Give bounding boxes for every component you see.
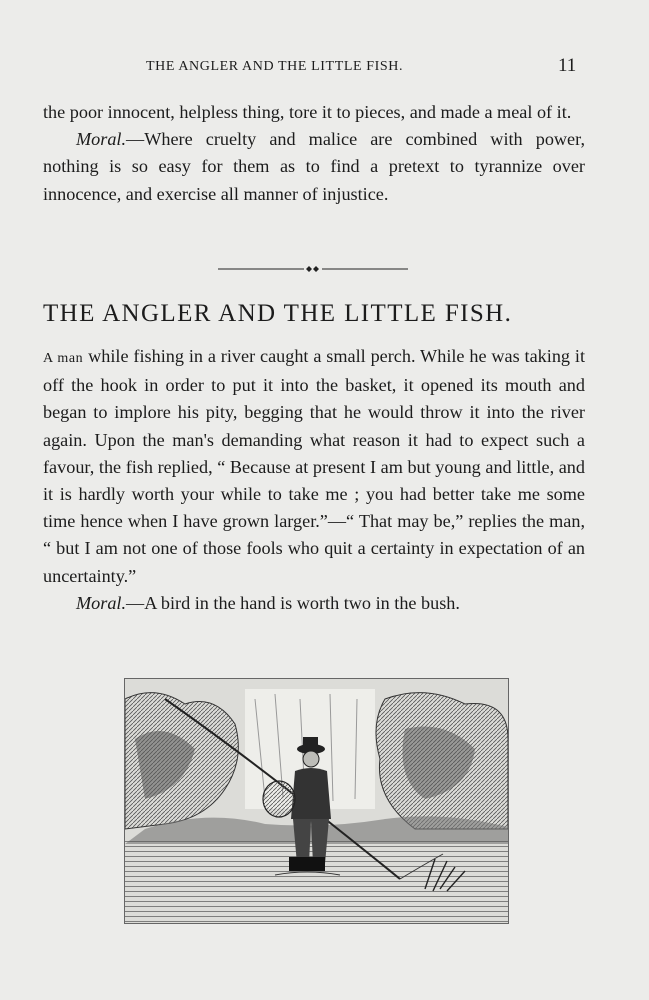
section-divider <box>218 261 408 277</box>
previous-fable-moral <box>43 126 585 208</box>
fable-text <box>43 343 585 617</box>
moral-label: Moral. <box>76 129 127 150</box>
previous-fable-text <box>43 99 585 208</box>
previous-fable-ending: the poor innocent, helpless thing, tore it to pieces, and made a meal of it. <box>43 102 572 122</box>
fable-body-text: while fishing in a river caught a small perch. While he was taking it off the hook in order to put it into the basket, it opened its mouth and began to implore his pity, begging that he would throw it into the river again. Upon the man's demanding what reason it had to expect such a favour, the fish replied, “ Because at present I am but young and little, and it is hardly worth your while to take me ; you had better take me some time hence when I have grown larger.”—“ That may be,” replies the man, “ but I am not one of those fools who quit a certainty in expectation of an uncertainty.” <box>43 346 586 586</box>
running-head-title: THE ANGLER AND THE LITTLE FISH. <box>146 59 404 74</box>
angler-engraving <box>124 678 509 924</box>
running-head <box>0 55 649 79</box>
moral-label: Moral. <box>76 592 127 613</box>
moral-text: —Where cruelty and malice are combined with power, nothing is so easy for them as to find a pretext to tyrannize over innocence, and exercise all manner of injustice. <box>43 129 585 204</box>
moral-text: —A bird in the hand is worth two in the bush. <box>126 592 460 613</box>
fable-moral <box>43 590 585 617</box>
page-number: 11 <box>558 55 577 76</box>
fable-title: THE ANGLER AND THE LITTLE FISH. <box>43 300 513 327</box>
fable-body <box>43 343 585 590</box>
angler-engraving-svg <box>125 679 508 923</box>
fable-opening-smallcaps: A man <box>43 351 84 366</box>
